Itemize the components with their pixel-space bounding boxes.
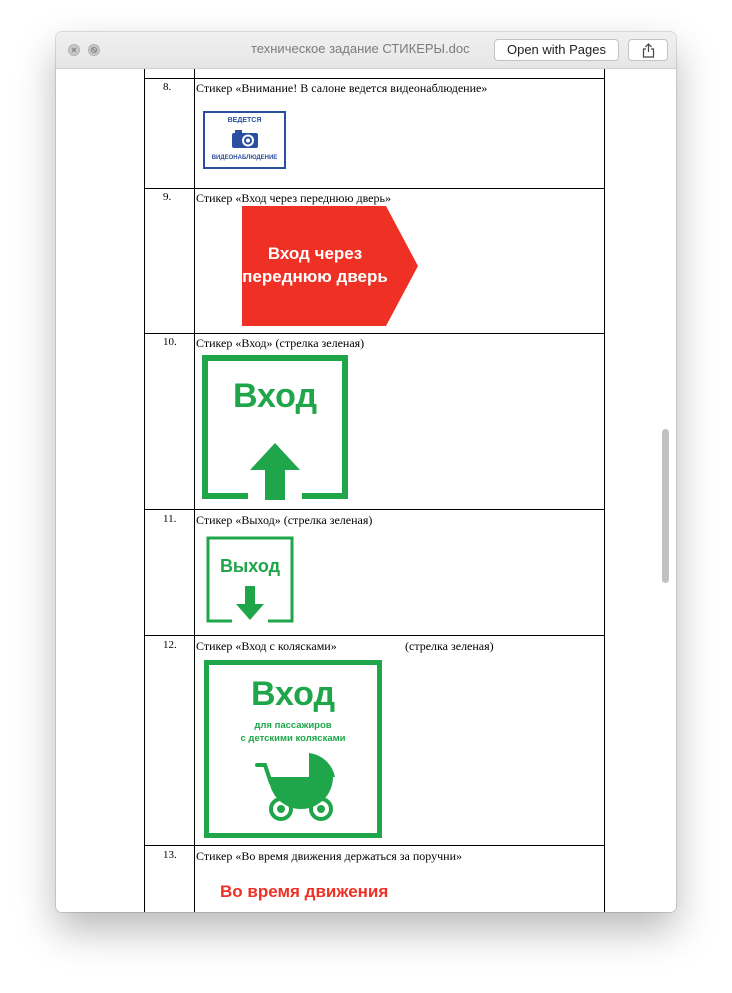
row-description: Стикер «Вход через переднюю дверь» — [196, 191, 391, 205]
row-description: Стикер «Вход с колясками» — [196, 639, 337, 653]
row-divider — [144, 845, 605, 846]
row-divider — [144, 188, 605, 189]
window-title: техническое задание СТИКЕРЫ.doc — [251, 41, 470, 56]
row-divider — [144, 333, 605, 334]
sticker-text: Во время движения — [220, 882, 389, 901]
arrow-up-icon — [250, 443, 300, 500]
row-description: Стикер «Выход» (стрелка зеленая) — [196, 513, 373, 527]
row-number: 8. — [163, 81, 172, 93]
row-description: Стикер «Вход» (стрелка зеленая) — [196, 336, 365, 350]
scrollbar-thumb[interactable] — [662, 429, 669, 583]
close-button[interactable] — [68, 44, 80, 56]
sticker-text: для пассажиров — [254, 720, 332, 731]
share-button[interactable] — [628, 39, 668, 61]
table-border-right — [604, 69, 605, 912]
stroller-icon — [253, 751, 343, 823]
document-view[interactable] — [56, 69, 676, 912]
sticker-title: Вход — [250, 675, 336, 713]
fullscreen-button[interactable] — [88, 44, 100, 56]
sticker-exit — [206, 536, 294, 624]
row-description: Стикер «Внимание! В салоне ведется видеонаблюдение» — [196, 81, 488, 95]
row-divider — [144, 635, 605, 636]
sticker-text: Вход — [232, 377, 318, 415]
table-column-divider — [194, 69, 195, 912]
row-number: 11. — [163, 513, 177, 525]
arrow-down-icon — [236, 586, 264, 620]
document-window — [56, 32, 676, 912]
fullscreen-icon — [90, 46, 98, 54]
row-number: 9. — [163, 191, 172, 203]
sticker-video-surveillance — [203, 111, 286, 169]
row-number: 13. — [163, 849, 177, 861]
sticker-text: Вход через — [267, 244, 363, 263]
row-number: 12. — [163, 639, 177, 651]
sticker-text: ВИДЕОНАБЛЮДЕНИЕ — [211, 155, 278, 161]
row-divider — [144, 509, 605, 510]
sticker-label — [242, 242, 388, 288]
open-with-pages-button[interactable]: Open with Pages — [494, 39, 619, 61]
sticker-text: Выход — [219, 556, 281, 576]
camera-icon — [231, 129, 259, 149]
title-bar — [56, 32, 676, 69]
sticker-text: ВЕДЕТСЯ — [227, 117, 262, 124]
row-description: Стикер «Во время движения держаться за поручни» — [196, 849, 463, 863]
row-description-note: (стрелка зеленая) — [405, 639, 494, 653]
share-icon — [642, 43, 655, 58]
sticker-text: с детскими колясками — [240, 733, 346, 744]
sticker-text: переднюю дверь — [242, 267, 388, 286]
close-icon — [70, 46, 78, 54]
table-border-left — [144, 69, 145, 912]
row-divider — [144, 78, 605, 79]
row-number: 10. — [163, 336, 177, 348]
sticker-caption — [209, 719, 377, 745]
sticker-stroller-entry — [204, 660, 382, 838]
